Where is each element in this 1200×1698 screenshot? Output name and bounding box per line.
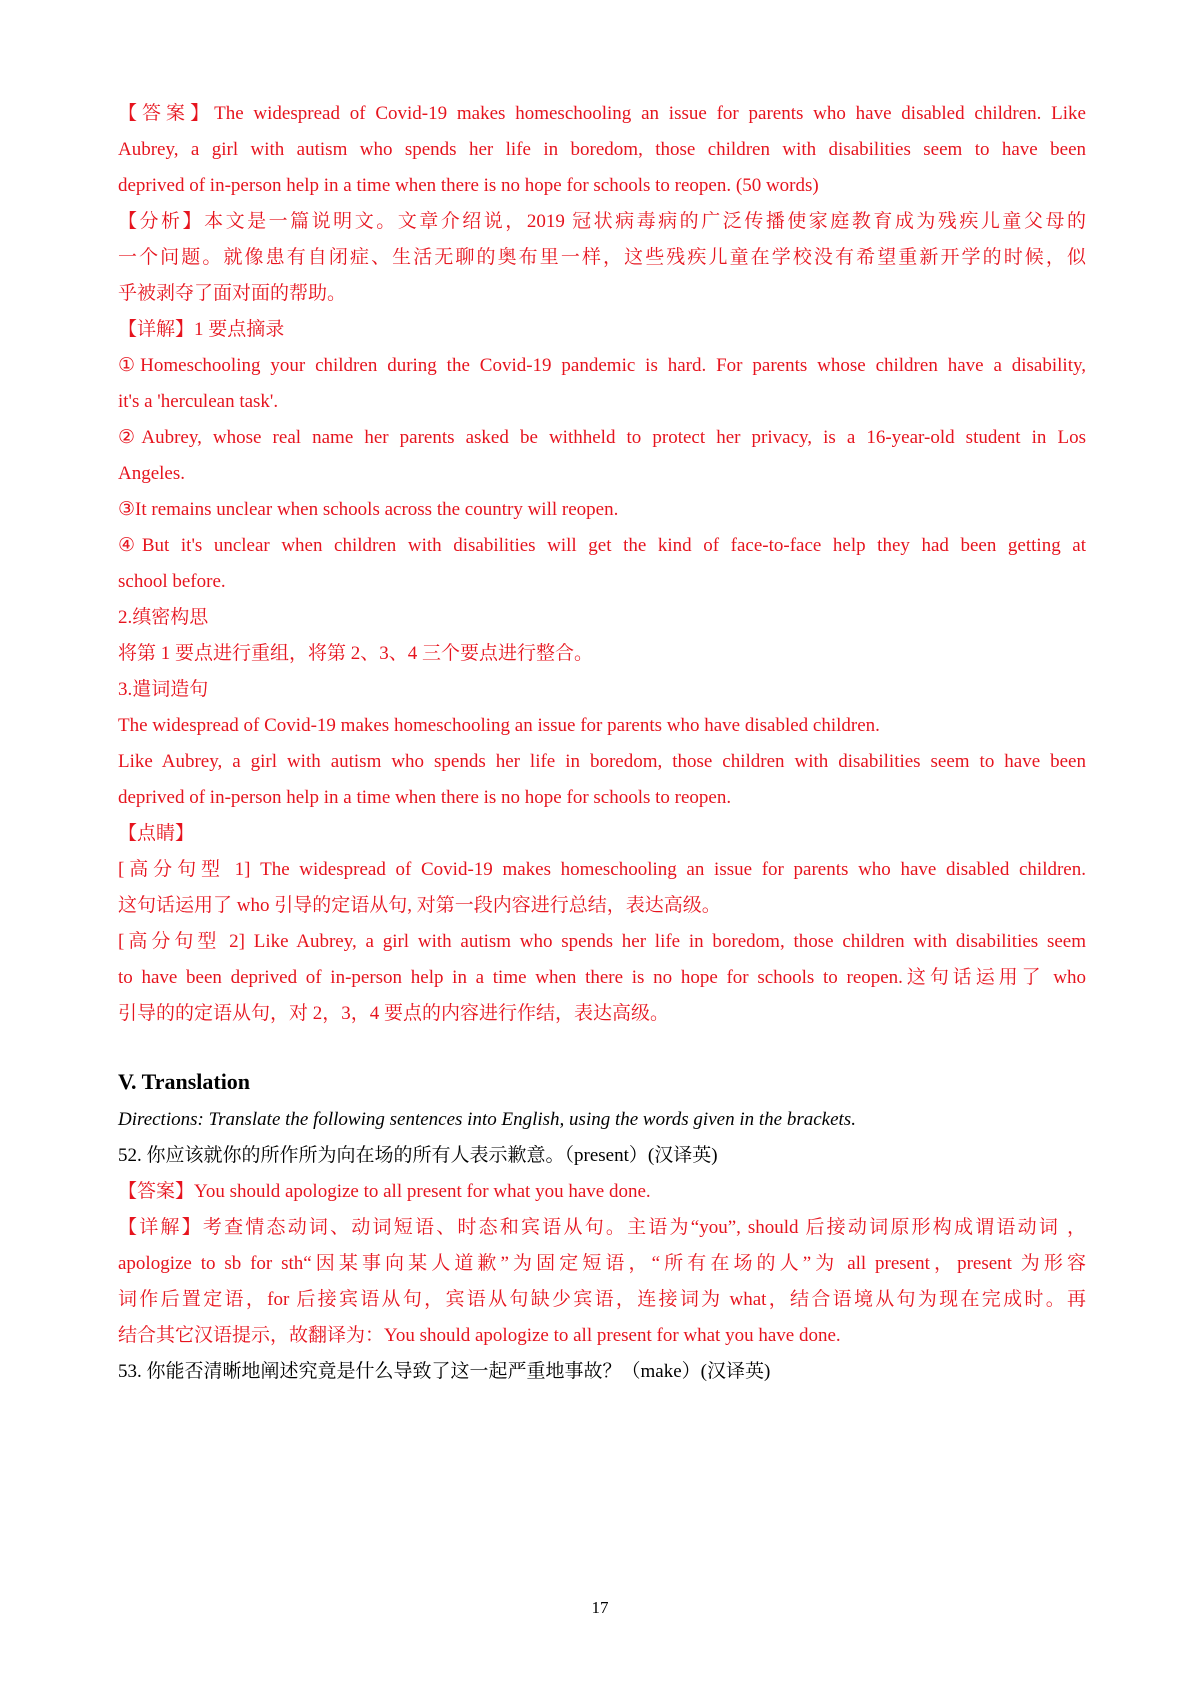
- text-line: [高分句型 1] The widespread of Covid-19 makes homeschooling an issue for parents who have disabled children.: [118, 859, 1086, 880]
- text-line: 【答案】You should apologize to all present for what you have done.: [118, 1181, 651, 1202]
- section-directions: Directions: Translate the following sentences into English, using the words given in the brackets.: [118, 1109, 856, 1130]
- text-line: 【详解】1 要点摘录: [118, 319, 285, 340]
- text-line: ④But it's unclear when children with disabilities will get the kind of face-to-face help they had been getting at: [118, 535, 1086, 556]
- text-line: ①Homeschooling your children during the Covid-19 pandemic is hard. For parents whose children have a disability,: [118, 355, 1086, 376]
- text-line: 这句话运用了 who 引导的定语从句, 对第一段内容进行总结，表达高级。: [118, 895, 721, 916]
- text-line: to have been deprived of in-person help in a time when there is no hope for schools to reopen.这句话运用了 who: [118, 967, 1086, 988]
- text-line: 2.缜密构思: [118, 607, 209, 628]
- page-number: 17: [591, 1598, 609, 1617]
- text-line: deprived of in-person help in a time when there is no hope for schools to reopen.: [118, 787, 732, 808]
- text-line: 【分析】本文是一篇说明文。文章介绍说，2019 冠状病毒病的广泛传播使家庭教育成为残疾儿童父母的: [118, 211, 1086, 232]
- text-line: ③It remains unclear when schools across the country will reopen.: [118, 499, 619, 520]
- text-line: Angeles.: [118, 463, 186, 484]
- text-line: [高分句型 2] Like Aubrey, a girl with autism who spends her life in boredom, those children with disabilities seem: [118, 931, 1086, 952]
- text-line: deprived of in-person help in a time when there is no hope for schools to reopen. (50 words): [118, 175, 819, 196]
- text-line: 词作后置定语，for 后接宾语从句，宾语从句缺少宾语，连接词为 what，结合语境从句为现在完成时。再: [118, 1289, 1086, 1310]
- answer-block: [118, 96, 1086, 1032]
- translation-block: [118, 1138, 1086, 1390]
- text-line: 【答案】The widespread of Covid-19 makes homeschooling an issue for parents who have disabled children. Like: [118, 103, 1086, 124]
- spacer: [118, 1032, 1086, 1062]
- text-line: ②Aubrey, whose real name her parents asked be withheld to protect her privacy, is a 16-year-old student in Los: [118, 427, 1086, 448]
- text-line: 乎被剥夺了面对面的帮助。: [118, 283, 347, 304]
- text-line: 将第 1 要点进行重组，将第 2、3、4 三个要点进行整合。: [118, 643, 594, 664]
- text-line: 52. 你应该就你的所作所为向在场的所有人表示歉意。（present）(汉译英): [118, 1145, 718, 1166]
- text-line: 3.遣词造句: [118, 679, 209, 700]
- text-line: apologize to sb for sth“因某事向某人道歉”为固定短语，“所有在场的人”为 all present，present 为形容: [118, 1253, 1086, 1274]
- text-line: Like Aubrey, a girl with autism who spends her life in boredom, those children with disabilities seem to have been: [118, 751, 1086, 772]
- text-line: school before.: [118, 571, 226, 592]
- text-line: 53. 你能否清晰地阐述究竟是什么导致了这一起严重地事故？（make）(汉译英): [118, 1361, 771, 1382]
- text-line: 【点睛】: [118, 823, 195, 844]
- text-line: 结合其它汉语提示，故翻译为：You should apologize to all present for what you have done.: [118, 1325, 841, 1346]
- text-line: it's a 'herculean task'.: [118, 391, 279, 412]
- text-line: The widespread of Covid-19 makes homeschooling an issue for parents who have disabled children.: [118, 715, 880, 736]
- document-page: [118, 96, 1086, 1390]
- text-line: Aubrey, a girl with autism who spends her life in boredom, those children with disabilities seem to have been: [118, 139, 1086, 160]
- section-title: V. Translation: [118, 1069, 251, 1094]
- text-line: 引导的的定语从句，对 2，3，4 要点的内容进行作结，表达高级。: [118, 1003, 670, 1024]
- text-line: 【详解】考查情态动词、动词短语、时态和宾语从句。主语为“you”, should 后接动词原形构成谓语动词 ，: [118, 1217, 1086, 1238]
- text-line: 一个问题。就像患有自闭症、生活无聊的奥布里一样，这些残疾儿童在学校没有希望重新开学的时候，似: [118, 247, 1086, 268]
